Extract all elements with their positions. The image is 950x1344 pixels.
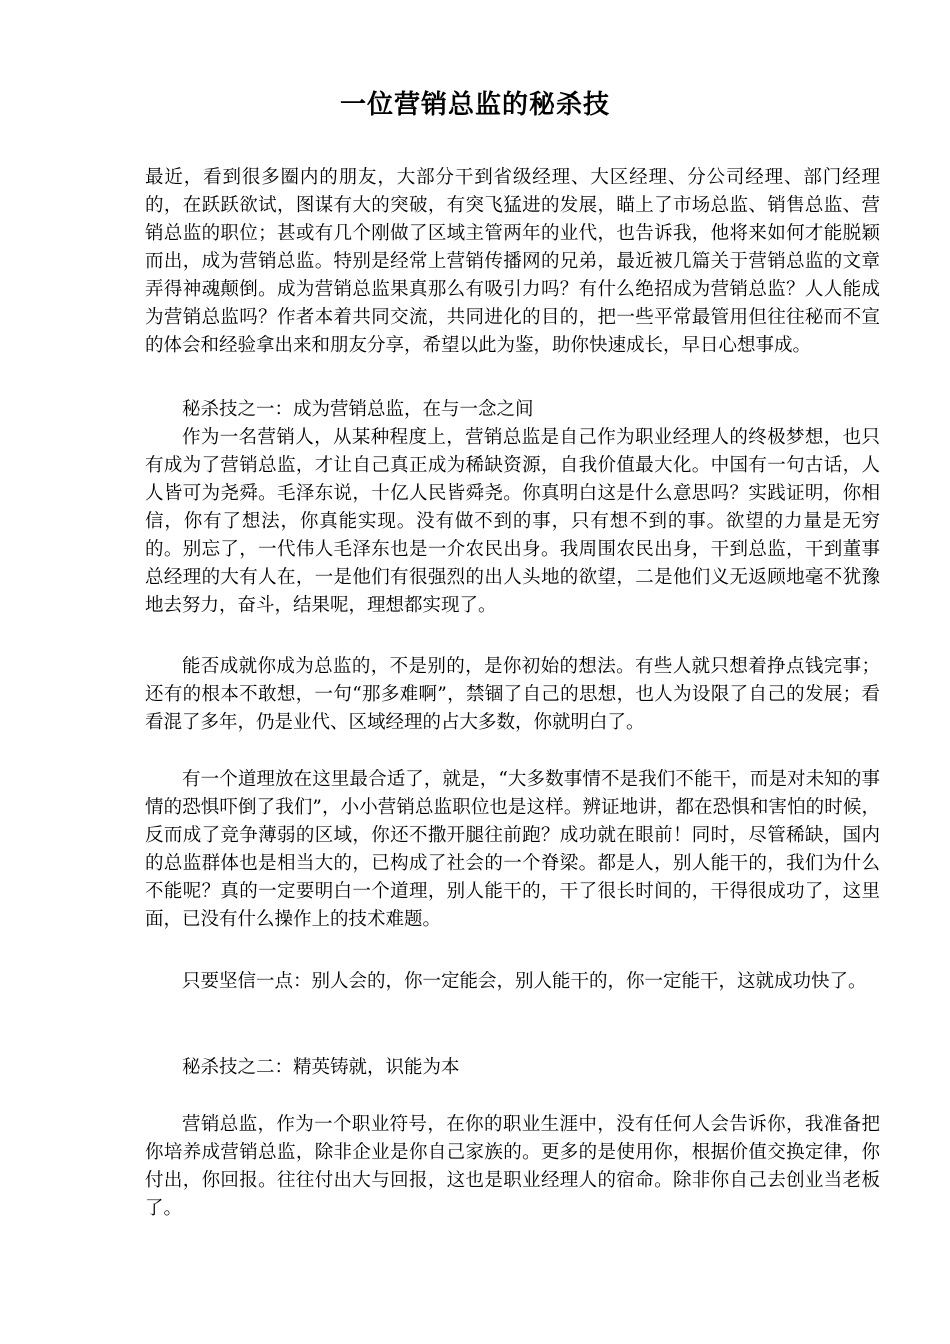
section1-heading: 秘杀技之一：成为营销总监，在与一念之间 [182, 399, 534, 420]
section1-paragraph-2: 能否成就你成为总监的，不是别的，是你初始的想法。有些人就只想着挣点钱完事；还有的根本不敢想，一句“那多难啊”，禁锢了自己的思想，也人为设限了自己的发展；看看混了多年，仍是业代、区域经理的占大多数，你就明白了。 [145, 656, 880, 733]
section1-paragraph-1: 作为一名营销人，从某种程度上，营销总监是自己作为职业经理人的终极梦想，也只有成为了营销总监，才让自己真正成为稀缺资源，自我价值最大化。中国有一句古话，人人皆可为尧舜。毛泽东说，十亿人民皆舜尧。你真明白这是什么意思吗？实践证明，你相信，你有了想法，你真能实现。没有做不到的事，只有想不到的事。欲望的力量是无穷的。别忘了，一代伟人毛泽东也是一介农民出身。我周围农民出身，干到总监，干到董事总经理的大有人在，一是他们有很强烈的出人头地的欲望，二是他们义无返顾地毫不犹豫地去努力，奋斗，结果呢，理想都实现了。 [145, 427, 880, 616]
document-title: 一位营销总监的秘杀技 [339, 90, 610, 120]
section1-paragraph-3: 有一个道理放在这里最合适了，就是，“大多数事情不是我们不能干，而是对未知的事情的恐惧吓倒了我们”，小小营销总监职位也是这样。辨证地讲，都在恐惧和害怕的时候，反而成了竞争薄弱的区域，你还不撒开腿往前跑？成功就在眼前！同时，尽管稀缺，国内的总监群体也是相当大的，已构成了社会的一个脊梁。都是人，别人能干的，我们为什么不能呢？真的一定要明白一个道理，别人能干的，干了很长时间的，干得很成功了，这里面，已没有什么操作上的技术难题。 [145, 769, 880, 930]
section2-paragraph-1: 营销总监，作为一个职业符号，在你的职业生涯中，没有任何人会告诉你，我准备把你培养成营销总监，除非企业是你自己家族的。更多的是使用你，根据价值交换定律，你付出，你回报。往往付出大与回报，这也是职业经理人的宿命。除非你自己去创业当老板了。 [145, 1114, 880, 1219]
intro-paragraph: 最近，看到很多圈内的朋友，大部分干到省级经理、大区经理、分公司经理、部门经理的，在跃跃欲试，图谋有大的突破，有突飞猛进的发展，瞄上了市场总监、销售总监、营销总监的职位；甚或有几个刚做了区域主管两年的业代，也告诉我，他将来如何才能脱颖而出，成为营销总监。特别是经常上营销传播网的兄弟，最近被几篇关于营销总监的文章弄得神魂颠倒。成为营销总监果真那么有吸引力吗？有什么绝招成为营销总监？人人能成为营销总监吗？作者本着共同交流，共同进化的目的，把一些平常最管用但往往秘而不宣的体会和经验拿出来和朋友分享，希望以此为鉴，助你快速成长，早日心想事成。 [145, 167, 880, 356]
section1-paragraph-4: 只要坚信一点：别人会的，你一定能会，别人能干的，你一定能干，这就成功快了。 [182, 971, 867, 992]
section2-heading: 秘杀技之二：精英铸就，识能为本 [182, 1057, 460, 1078]
